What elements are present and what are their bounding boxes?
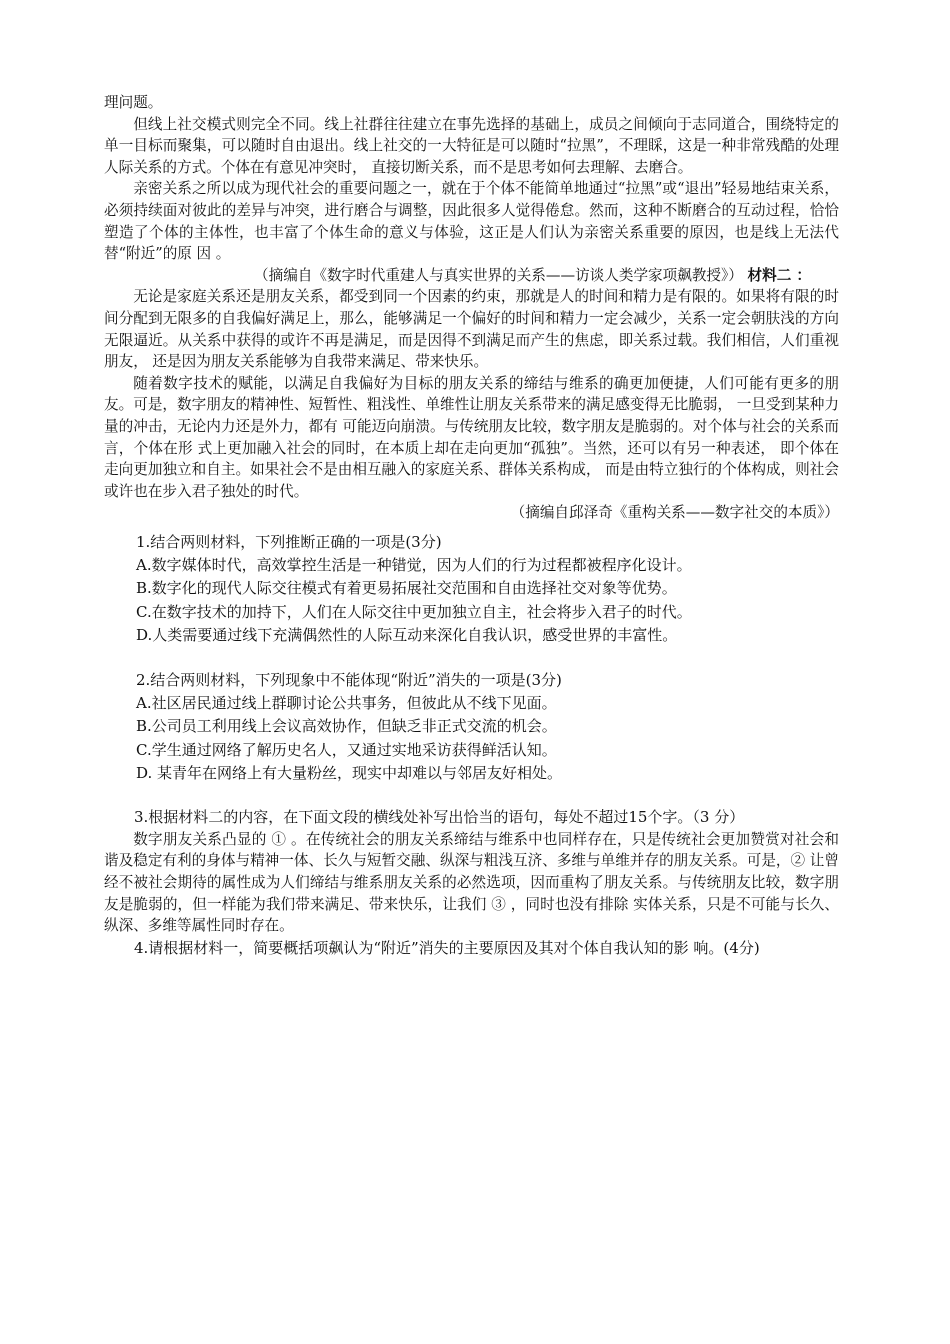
question-3-stem: 3.根据材料二的内容，在下面文段的横线处补写出恰当的语句，每处不超过15个字。（3 分） [134, 807, 745, 826]
material1-source-text: （摘编自《数字时代重建人与真实世界的关系——访谈人类学家项飙教授》） [254, 266, 743, 284]
material2-title: 材料二 ： [747, 266, 811, 284]
question-1-stem: 1.结合两则材料，下列推断正确的一项是(3分) [136, 532, 442, 551]
question-2-option-c: C.学生通过网络了解历史名人，又通过实地采访获得鲜活认知。 [136, 740, 557, 759]
material1-source [104, 265, 839, 287]
question-3-passage: 数字朋友关系凸显的 ① 。在传统社会的朋友关系缔结与维系中也同样存在，只是传统社会更加赞赏对社会和谐及稳定有利的身体与精神一体、长久与短暂交融、纵深与粗浅互济、多维与单维并存的朋友关系。可是，② 让曾经不被社会期待的属性成为人们缔结与维系朋友关系的必然选项，因而重构了朋友关系。与传统朋友比较，数字朋友是脆弱的，但一样能为我们带来满足、带来快乐，让我们 ③ ，同时也没有排除 实体关系，只是不可能与长久、纵深、多维等属性同时存在。 [104, 830, 839, 935]
material2-paragraph-1: 无论是家庭关系还是朋友关系，都受到同一个因素的约束，那就是人的时间和精力是有限的。如果将有限的时间分配到无限多的自我偏好满足上，那么，能够满足一个偏好的时间和精力一定会减少，关系一定会朝肤浅的方向无限逼近。从关系中获得的或许不再是满足，而是因得不到满足而产生的焦虑，即关系过载。我们相信，人们重视朋友， 还是因为朋友关系能够为自我带来满足、带来快乐。 [104, 288, 839, 371]
question-1-option-a: A.数字媒体时代，高效掌控生活是一种错觉，因为人们的行为过程都被程序化设计。 [136, 555, 692, 574]
question-2-stem: 2.结合两则材料，下列现象中不能体现“附近”消失的一项是(3分) [136, 670, 562, 689]
material1-paragraph-1: 但线上社交模式则完全不同。线上社群往往建立在事先选择的基础上，成员之间倾向于志同道合，围绕特定的单一目标而聚集，可以随时自由退出。线上社交的一大特征是可以随时“拉黑”，不理睬，这是一种非常残酷的处理人际关系的方式。个体在有意见冲突时， 直接切断关系，而不是思考如何去理解、去磨合。 [104, 115, 839, 176]
material2-source: （摘编自邱泽奇《重构关系——数字社交的本质》） [510, 504, 839, 522]
question-2-option-a: A.社区居民通过线上群聊讨论公共事务，但彼此从不线下见面。 [136, 693, 557, 712]
exam-page [104, 92, 839, 959]
material2-paragraph-2: 随着数字技术的赋能，以满足自我偏好为目标的朋友关系的缔结与维系的确更加便捷，人们可能有更多的朋友。可是，数字朋友的精神性、短暂性、粗浅性、单维性让朋友关系带来的满足感变得无比脆弱， 一旦受到某种力量的冲击，无论内力还是外力，都有 可能迈向崩溃。与传统朋友比较，数字朋友是脆弱的。对个体与社会的关系而言，个体在形 式上更加融入社会的同时，在本质上却在走向更加“孤独”。当然，还可以有另一种表述， 即个体在走向更加独立和自主。如果社会不是由相互融入的家庭关系、群体关系构成， 而是由特立独行的个体构成，则社会或许也在步入君子独处的时代。 [104, 374, 839, 500]
question-1-option-b: B.数字化的现代人际交往模式有着更易拓展社交范围和自由选择社交对象等优势。 [136, 579, 677, 598]
question-4-stem: 4.请根据材料一，简要概括项飙认为“附近”消失的主要原因及其对个体自我认知的影 响。(4分) [134, 938, 760, 957]
question-2-option-b: B.公司员工利用线上会议高效协作，但缺乏非正式交流的机会。 [136, 717, 557, 736]
question-1-option-d: D.人类需要通过线下充满偶然性的人际互动来深化自我认识，感受世界的丰富性。 [136, 626, 678, 645]
material1-paragraph-2: 亲密关系之所以成为现代社会的重要问题之一，就在于个体不能简单地通过“拉黑”或“退出”轻易地结束关系，必须持续面对彼此的差异与冲突，进行磨合与调整，因此很多人觉得倦怠。然而，这种不断磨合的互动过程，恰恰塑造了个体的主体性，也丰富了个体生命的意义与体验，这正是人们认为亲密关系重要的原因，也是线上无法代替“附近”的原 因 。 [104, 180, 839, 263]
question-2-option-d: D. 某青年在网络上有大量粉丝，现实中却难以与邻居友好相处。 [136, 764, 563, 783]
material1-paragraph-0: 理问题。 [104, 94, 163, 111]
question-1-option-c: C.在数字技术的加持下，人们在人际交往中更加独立自主，社会将步入君子的时代。 [136, 602, 692, 621]
